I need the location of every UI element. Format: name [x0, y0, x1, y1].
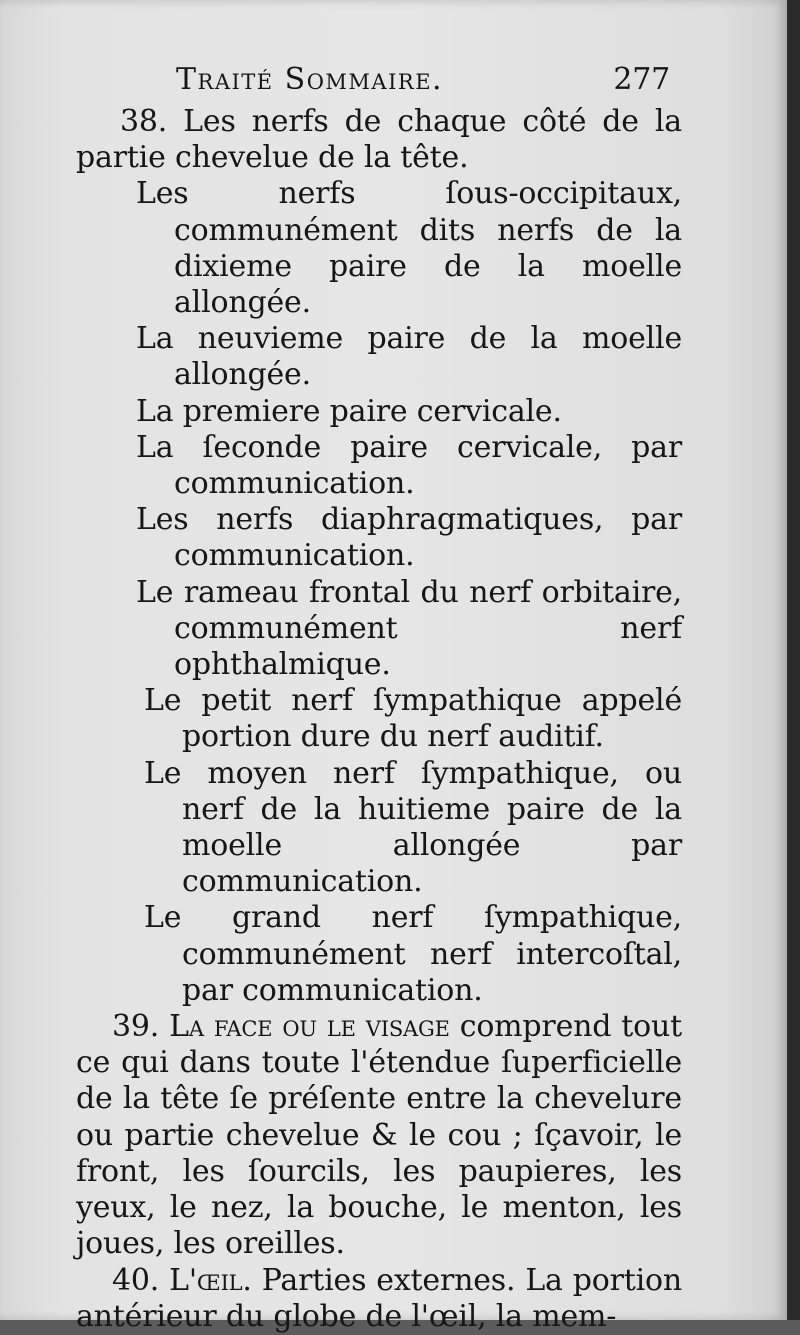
nerve-entry: Les nerfs ſous-occipitaux, communément dits nerfs de la dixieme paire de la moelle allongée.: [136, 176, 682, 321]
nerve-entry: Le moyen nerf ſympathique, ou nerf de la huitieme paire de la moelle allongée par communication.: [144, 755, 682, 900]
page-text: [76, 62, 682, 1335]
section-40: [76, 1263, 682, 1335]
nerve-entry: Le petit nerf ſympathique appelé portion dure du nerf auditif.: [144, 683, 682, 755]
nerve-entry: Le grand nerf ſympathique, communément nerf intercoſtal, par communication.: [144, 900, 682, 1008]
section-text: comprend tout ce qui dans toute l'étendue ſuperficielle de la tête ſe préſente entre la chevelure ou partie chevelue & le cou ; ſçavoir, le front, les ſourcils, les paupieres, les yeux, le nez, la bouche, le menton, les joues, les oreilles.: [76, 1009, 682, 1262]
section-text: Les nerfs de chaque côté de la partie chevelue de la tête.: [76, 104, 682, 176]
section-heading: L'œil.: [169, 1262, 252, 1298]
nerve-entry: Les nerfs diaphragmatiques, par communication.: [136, 502, 682, 574]
page-number: 277: [613, 62, 670, 97]
section-number: 38.: [120, 104, 168, 139]
section-heading: La face ou le visage: [169, 1009, 450, 1045]
running-header: [76, 62, 682, 104]
section-text: Parties externes. La portion antérieur du globe de l'œil, la mem-: [76, 1262, 682, 1334]
running-title: Traité Sommaire.: [176, 62, 444, 97]
nerve-entry: La premiere paire cervicale.: [136, 393, 562, 429]
nerve-entry: Le rameau frontal du nerf orbitaire, communément nerf ophthalmique.: [136, 574, 682, 683]
section-38-intro: [76, 104, 682, 176]
section-number: 40.: [112, 1262, 160, 1298]
section-39: [76, 1009, 682, 1262]
nerve-entry: La neuvieme paire de la moelle allongée.: [136, 321, 682, 393]
page-edge-shadow: [787, 0, 800, 1320]
section-number: 39.: [112, 1009, 160, 1045]
nerve-entry: La ſeconde paire cervicale, par communication.: [136, 429, 682, 502]
